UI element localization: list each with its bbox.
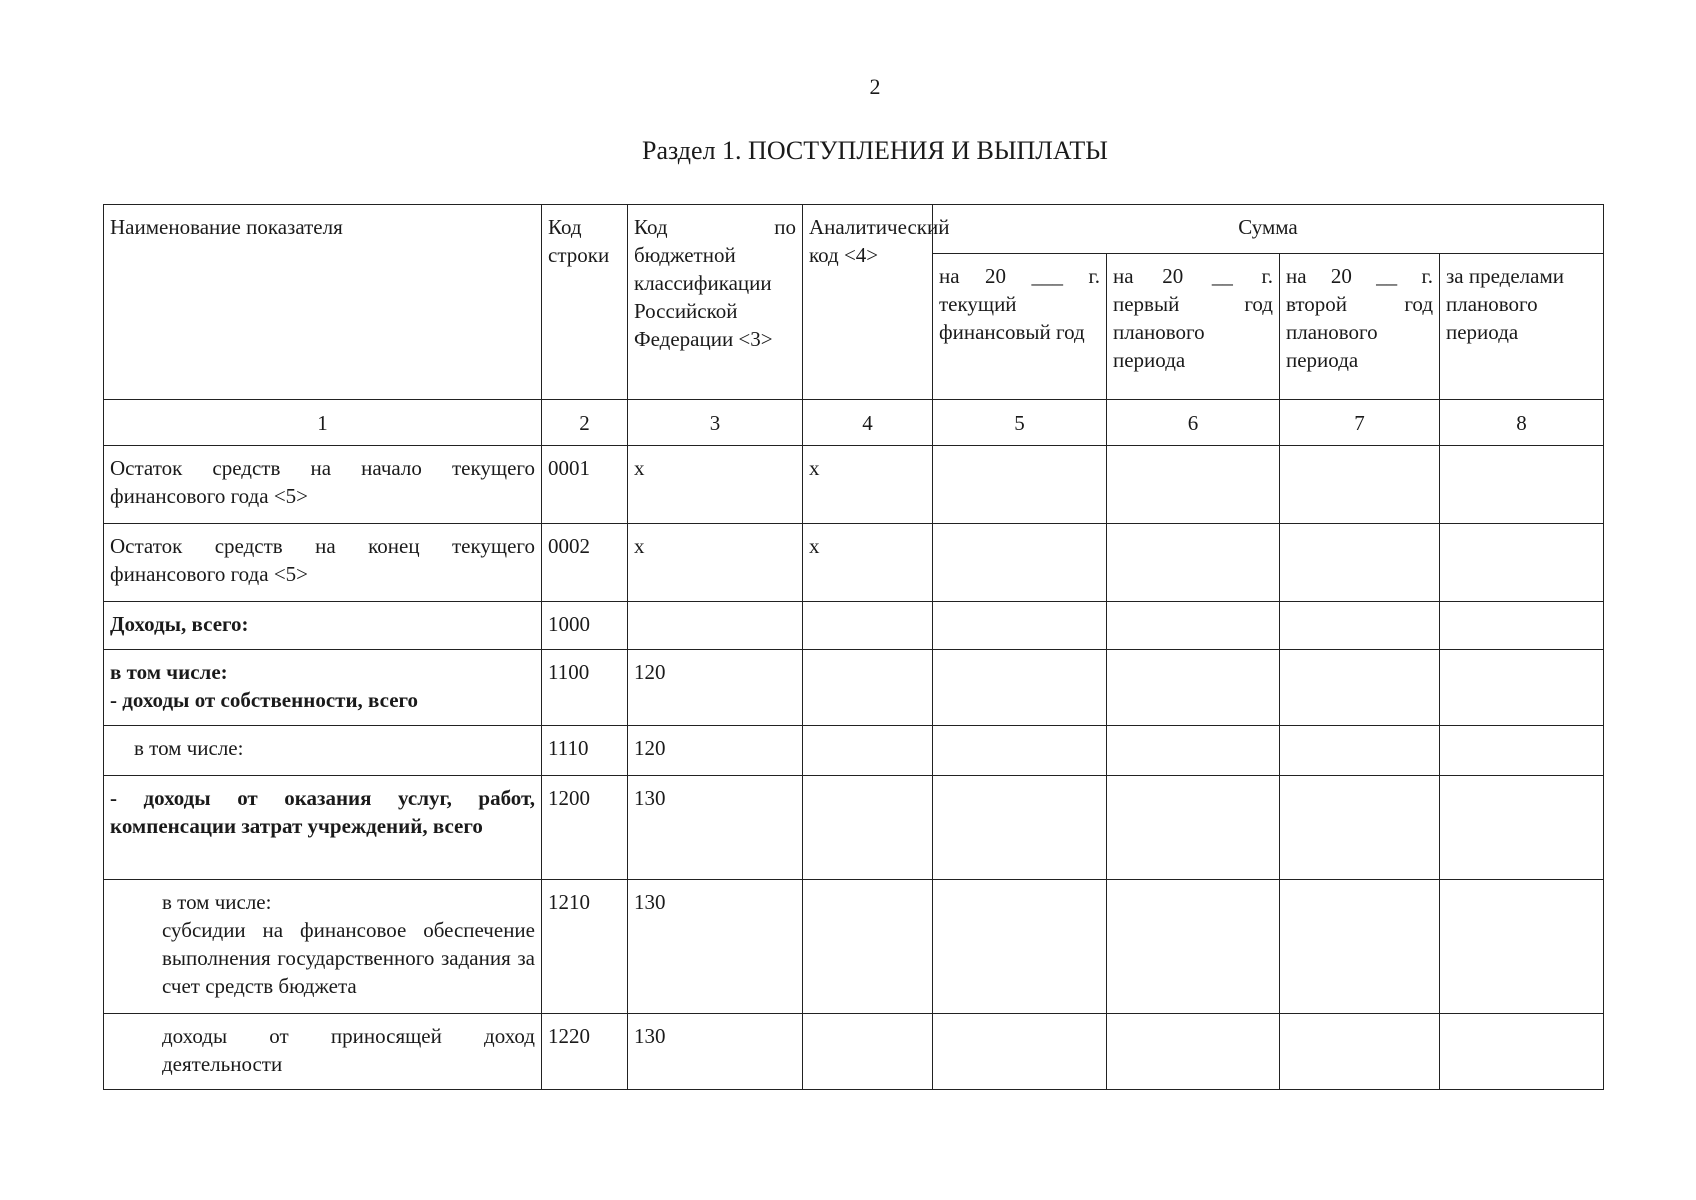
row-budget-code: 130 — [628, 776, 803, 880]
header-budget-code: Код по бюджетной классификации Российской Федерации <3> — [628, 205, 803, 400]
table-row — [104, 446, 1604, 524]
row-analytic-code — [803, 650, 933, 726]
row-code: 0002 — [542, 524, 628, 602]
row-sum-first — [1107, 880, 1280, 1014]
row-budget-code: х — [628, 446, 803, 524]
header-row-1 — [104, 205, 1604, 254]
row-sum-beyond — [1440, 726, 1604, 776]
column-number: 8 — [1440, 400, 1604, 446]
column-numbers-row — [104, 400, 1604, 446]
row-name: в том числе: — [104, 726, 542, 776]
table-row — [104, 776, 1604, 880]
row-sum-first — [1107, 524, 1280, 602]
row-sum-current — [933, 880, 1107, 1014]
row-sum-current — [933, 602, 1107, 650]
table-row — [104, 880, 1604, 1014]
row-sum-current — [933, 650, 1107, 726]
column-number: 6 — [1107, 400, 1280, 446]
table-row — [104, 1014, 1604, 1090]
row-name — [104, 650, 542, 726]
row-sum-beyond — [1440, 602, 1604, 650]
page-number: 2 — [869, 74, 881, 99]
row-sum-beyond — [1440, 524, 1604, 602]
column-number: 4 — [803, 400, 933, 446]
row-name-line: в том числе: — [162, 890, 272, 914]
header-line-code: Код строки — [542, 205, 628, 400]
table-row — [104, 524, 1604, 602]
row-analytic-code — [803, 602, 933, 650]
header-first-year: на 20 __ г. первый год планового периода — [1107, 254, 1280, 400]
section-title: Раздел 1. ПОСТУПЛЕНИЯ И ВЫПЛАТЫ — [642, 136, 1108, 165]
row-sum-beyond — [1440, 650, 1604, 726]
row-name-line: в том числе: — [110, 660, 228, 684]
row-sum-beyond — [1440, 880, 1604, 1014]
row-sum-second — [1280, 1014, 1440, 1090]
row-code: 1110 — [542, 726, 628, 776]
header-second-year: на 20 __ г. второй год планового периода — [1280, 254, 1440, 400]
column-number: 7 — [1280, 400, 1440, 446]
row-sum-second — [1280, 602, 1440, 650]
header-analytic-code: Аналитический код <4> — [803, 205, 933, 400]
row-sum-current — [933, 446, 1107, 524]
row-budget-code: 130 — [628, 1014, 803, 1090]
row-name: доходы от приносящей доход деятельности — [104, 1014, 542, 1090]
row-sum-current — [933, 726, 1107, 776]
row-sum-first — [1107, 602, 1280, 650]
row-code: 1100 — [542, 650, 628, 726]
row-budget-code: 120 — [628, 650, 803, 726]
row-name: Остаток средств на конец текущего финансового года <5> — [104, 524, 542, 602]
row-sum-first — [1107, 650, 1280, 726]
row-sum-current — [933, 1014, 1107, 1090]
row-sum-first — [1107, 776, 1280, 880]
row-budget-code: х — [628, 524, 803, 602]
column-number: 1 — [104, 400, 542, 446]
row-analytic-code — [803, 1014, 933, 1090]
column-number: 5 — [933, 400, 1107, 446]
row-sum-current — [933, 776, 1107, 880]
row-code: 0001 — [542, 446, 628, 524]
row-sum-second — [1280, 524, 1440, 602]
row-analytic-code — [803, 726, 933, 776]
row-name: Остаток средств на начало текущего финансового года <5> — [104, 446, 542, 524]
row-analytic-code: х — [803, 524, 933, 602]
row-sum-first — [1107, 446, 1280, 524]
column-number: 2 — [542, 400, 628, 446]
header-current-year: на 20 ___ г. текущий финансовый год — [933, 254, 1107, 400]
row-analytic-code: х — [803, 446, 933, 524]
row-name-line: - доходы от собственности, всего — [110, 688, 419, 712]
row-code: 1000 — [542, 602, 628, 650]
row-analytic-code — [803, 880, 933, 1014]
row-sum-second — [1280, 446, 1440, 524]
row-sum-second — [1280, 880, 1440, 1014]
table-row — [104, 650, 1604, 726]
row-sum-first — [1107, 726, 1280, 776]
row-sum-second — [1280, 650, 1440, 726]
table-row — [104, 726, 1604, 776]
row-sum-second — [1280, 776, 1440, 880]
row-sum-second — [1280, 726, 1440, 776]
header-name: Наименование показателя — [104, 205, 542, 400]
column-number: 3 — [628, 400, 803, 446]
row-budget-code: 130 — [628, 880, 803, 1014]
row-budget-code — [628, 602, 803, 650]
row-sum-current — [933, 524, 1107, 602]
row-sum-beyond — [1440, 446, 1604, 524]
row-analytic-code — [803, 776, 933, 880]
row-name: Доходы, всего: — [104, 602, 542, 650]
receipts-payments-table — [103, 204, 1604, 1090]
row-sum-beyond — [1440, 1014, 1604, 1090]
row-code: 1220 — [542, 1014, 628, 1090]
row-code: 1200 — [542, 776, 628, 880]
header-beyond: за пределами планового периода — [1440, 254, 1604, 400]
row-code: 1210 — [542, 880, 628, 1014]
row-name-line: субсидии на финансовое обеспечение выполнения государственного задания за счет средств бюджета — [162, 918, 535, 998]
row-budget-code: 120 — [628, 726, 803, 776]
header-sum: Сумма — [933, 205, 1604, 254]
row-name: - доходы от оказания услуг, работ, компенсации затрат учреждений, всего — [104, 776, 542, 880]
row-sum-beyond — [1440, 776, 1604, 880]
row-name — [104, 880, 542, 1014]
row-sum-first — [1107, 1014, 1280, 1090]
table-row — [104, 602, 1604, 650]
